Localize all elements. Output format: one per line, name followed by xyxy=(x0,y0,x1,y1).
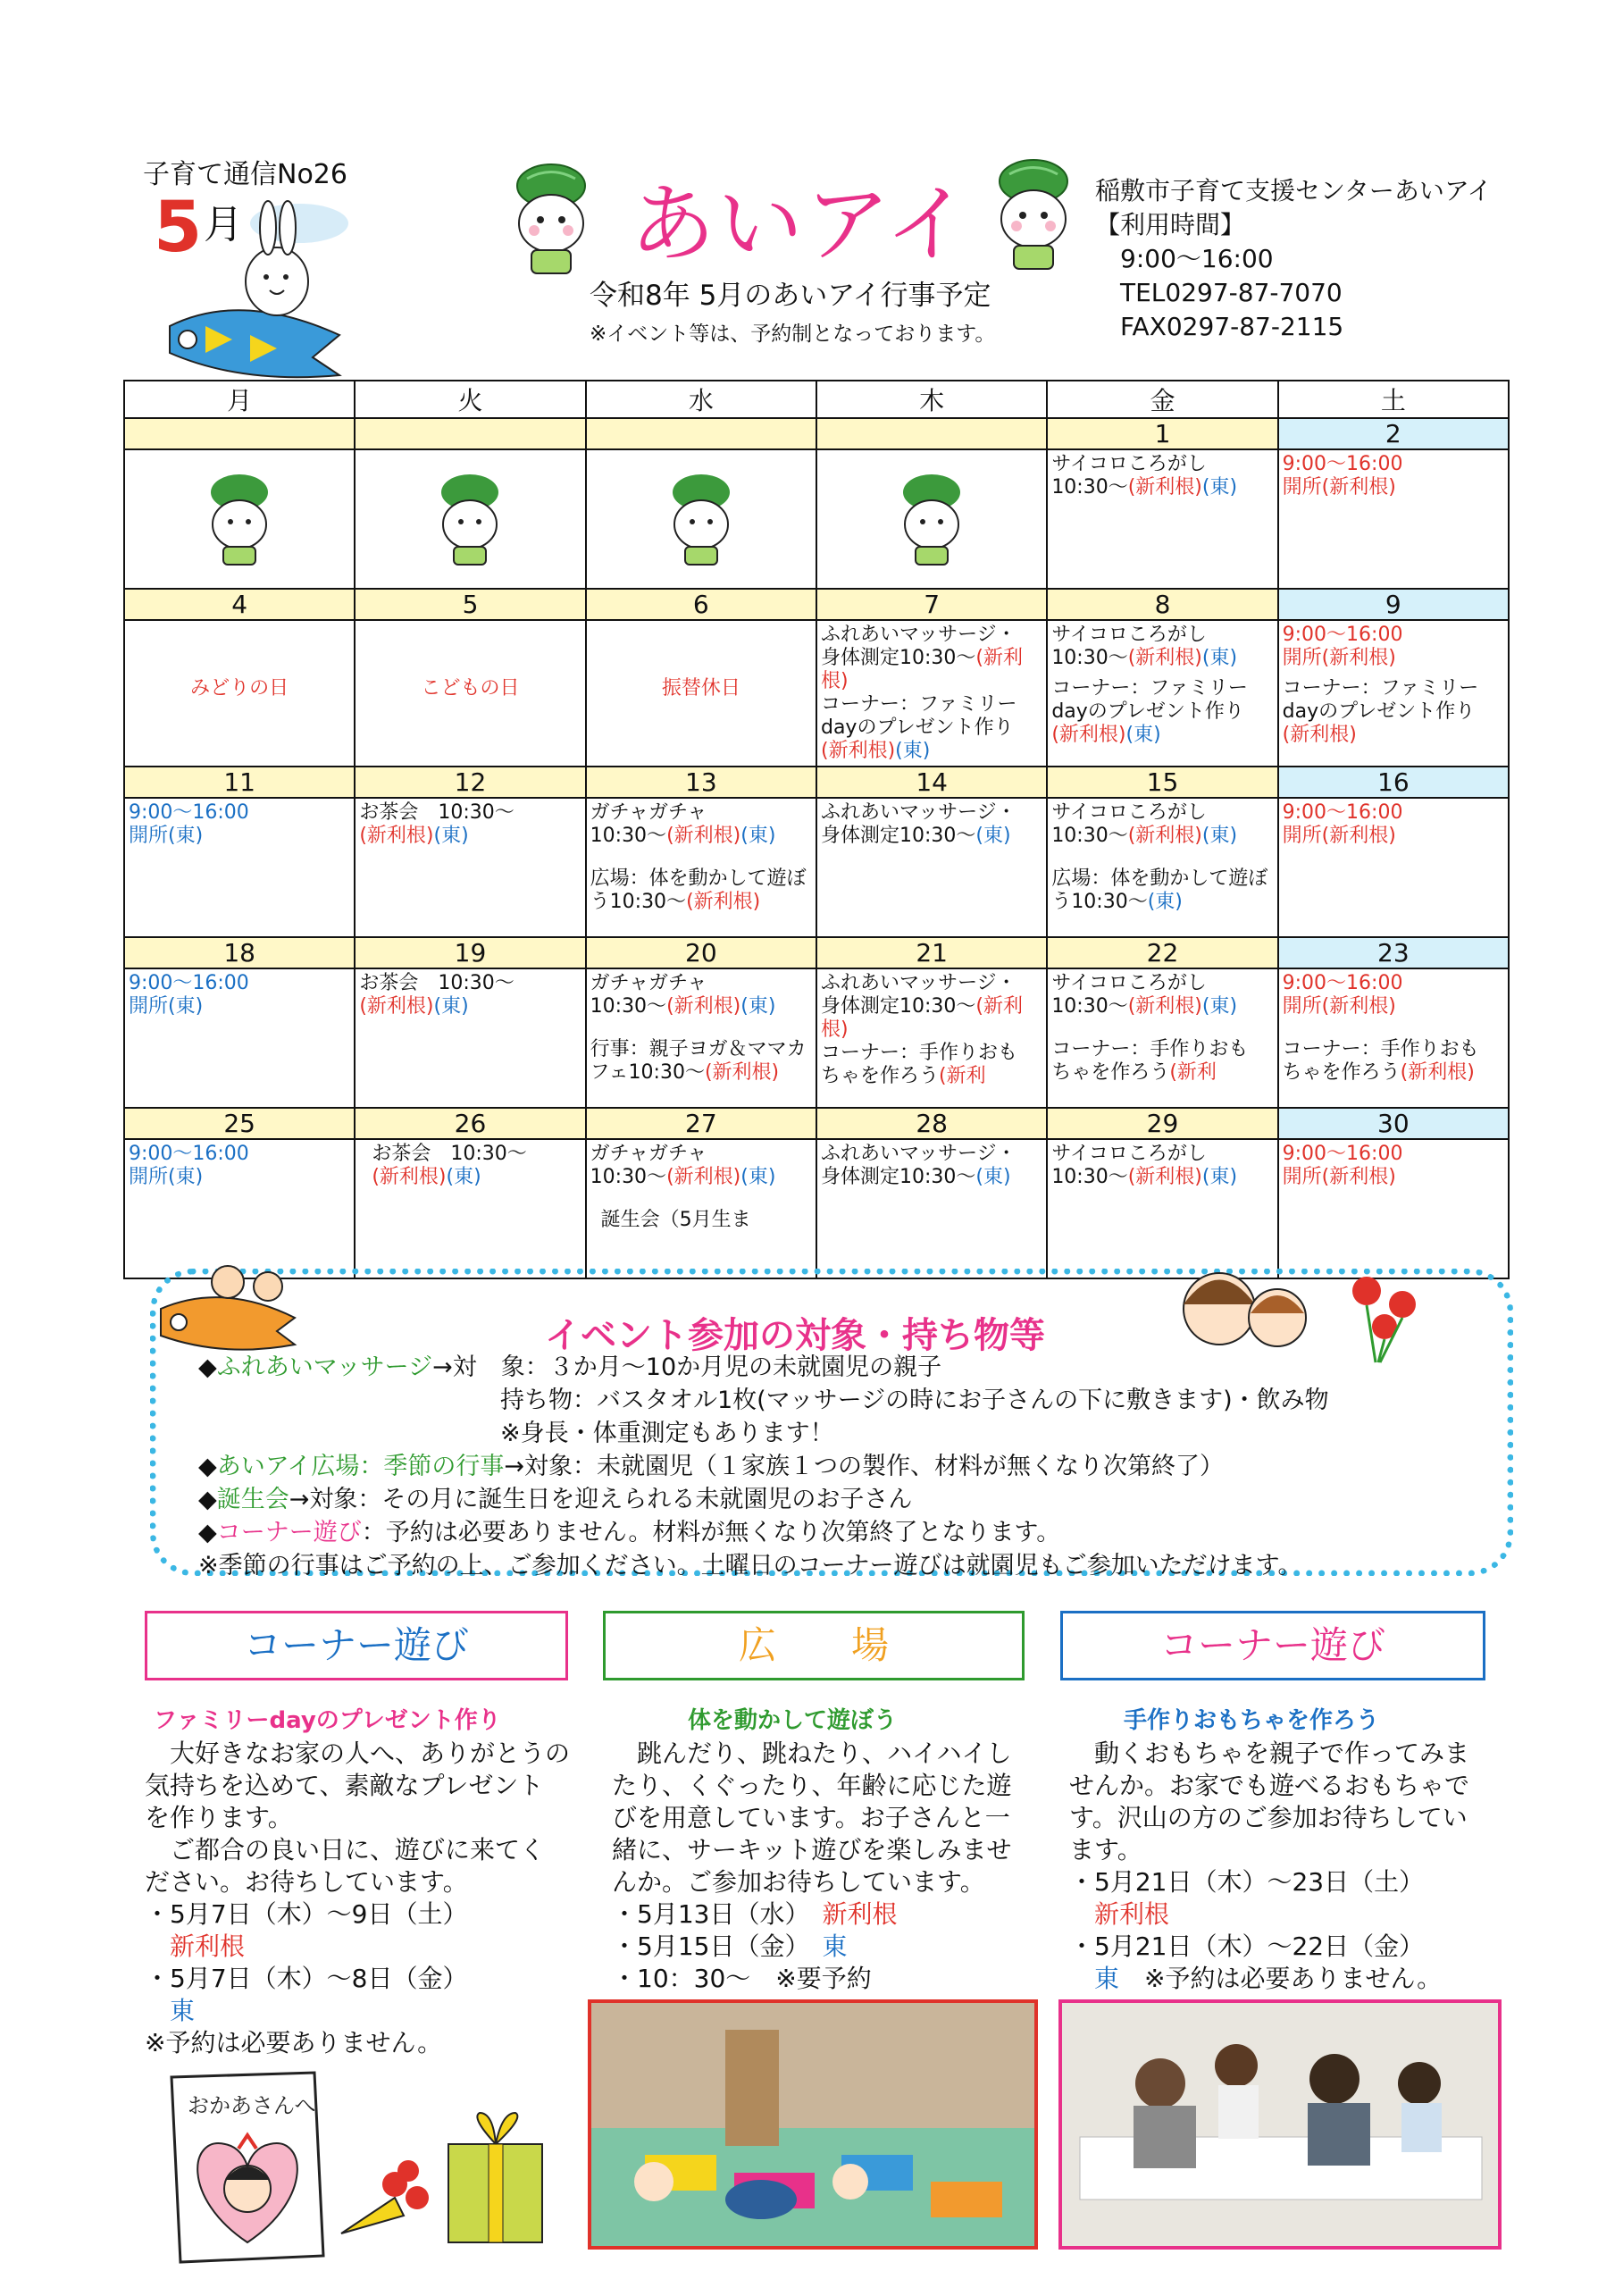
mother-child-carnation-illustration xyxy=(1166,1255,1443,1371)
date-cell: 30 xyxy=(1278,1108,1509,1139)
event-cell: ふれあいマッサージ・ 身体測定10:30～(新利根) コーナー：手作りおも ちゃを作ろう(新利 xyxy=(816,968,1047,1108)
weekday-sat: 土 xyxy=(1278,381,1509,418)
card-text: おかあさんへ xyxy=(188,2093,316,2118)
section3-heading: コーナー遊び xyxy=(1060,1611,1485,1680)
hiroba-photo xyxy=(588,1999,1038,2250)
week5-dates xyxy=(124,1108,1509,1139)
date-cell: 19 xyxy=(355,937,585,968)
date-cell: 26 xyxy=(355,1108,585,1139)
calendar-table xyxy=(123,380,1510,1279)
holiday-label: 振替休日 xyxy=(661,677,740,700)
week1-events xyxy=(124,449,1509,589)
mothers-day-card-illustration xyxy=(163,2064,556,2269)
date-cell: 21 xyxy=(816,937,1047,968)
tel: TEL0297-87-7070 xyxy=(1120,278,1343,307)
event-cell: サイコロころがし 10:30～(新利根)(東) 広場：体を動かして遊ぼ う10:30～(東) xyxy=(1047,798,1277,937)
event-line-hiroba: ◆あいアイ広場：季節の行事→対象：未就園児（１家族１つの製作、材料が無くなり次第終了） xyxy=(198,1453,1224,1480)
date-cell: 9 xyxy=(1278,589,1509,620)
event-cell: お茶会 10:30～ (新利根)(東) xyxy=(355,798,585,937)
date-cell: 8 xyxy=(1047,589,1277,620)
fax: FAX0297-87-2115 xyxy=(1120,312,1344,341)
center-name: 稲敷市子育て支援センターあいアイ xyxy=(1095,176,1493,205)
carnation-bouquet xyxy=(341,2160,429,2233)
date-cell: 25 xyxy=(124,1108,355,1139)
event-cell: サイコロころがし 10:30～(新利根)(東) コーナー：手作りおも ちゃを作ろう(新利 xyxy=(1047,968,1277,1108)
date-cell xyxy=(816,418,1047,449)
event-cell: ガチャガチャ 10:30～(新利根)(東) 誕生会（5月生ま xyxy=(586,1139,816,1278)
event-cell xyxy=(124,620,355,767)
date-cell xyxy=(124,418,355,449)
event-cell: ふれあいマッサージ・ 身体測定10:30～(東) xyxy=(816,1139,1047,1278)
holiday-label: みどりの日 xyxy=(190,677,289,700)
gift-box xyxy=(448,2113,542,2242)
event-cell: ガチャガチャ 10:30～(新利根)(東) 広場：体を動かして遊ぼ う10:30～(新利根) xyxy=(586,798,816,937)
weekday-mon: 月 xyxy=(124,381,355,418)
corner-photo xyxy=(1058,1999,1502,2250)
weekday-fri: 金 xyxy=(1047,381,1277,418)
mascot-icon xyxy=(887,471,976,569)
date-cell: 15 xyxy=(1047,767,1277,798)
event-cell: 9:00～16:00 開所(新利根) xyxy=(1278,1139,1509,1278)
rabbit-koinobori-illustration xyxy=(152,192,348,384)
event-cell xyxy=(586,620,816,767)
mascot-cell xyxy=(124,449,355,589)
date-cell: 13 xyxy=(586,767,816,798)
date-cell: 28 xyxy=(816,1108,1047,1139)
date-cell: 22 xyxy=(1047,937,1277,968)
mascot-right xyxy=(983,156,1085,272)
date-cell: 7 xyxy=(816,589,1047,620)
event-cell: ふれあいマッサージ・ 身体測定10:30～(新利根) コーナー：ファミリー dayのプレゼント作り (新利根)(東) xyxy=(816,620,1047,767)
event-cell: サイコロころがし 10:30～(新利根)(東) xyxy=(1047,1139,1277,1278)
date-cell: 20 xyxy=(586,937,816,968)
week3-dates xyxy=(124,767,1509,798)
subtitle: 令和8年 5月のあいアイ行事予定 xyxy=(590,280,991,312)
event-cell: 9:00～16:00 開所(東) xyxy=(124,1139,355,1278)
event-cell: ふれあいマッサージ・ 身体測定10:30～(東) xyxy=(816,798,1047,937)
event-cell: 9:00～16:00 開所(新利根) コーナー：ファミリー dayのプレゼント作り (新利根) xyxy=(1278,620,1509,767)
section2-heading: 広 場 xyxy=(603,1611,1025,1680)
section1-body: 大好きなお家の人へ、ありがとうの 気持ちを込めて、素敵なプレゼント を作ります。 ご都合の良い日に、遊びに来てく ださい。お待ちしています。 ・5月7日（木）～9日（土） 新利根 ・5月7日（木）～8日（金） 東 ※予約は必要ありません。 xyxy=(145,1739,571,2057)
weekday-row xyxy=(124,381,1509,418)
mascot-icon xyxy=(425,471,515,569)
event-cell xyxy=(355,620,585,767)
month-number: 5 xyxy=(154,188,203,268)
section3-subtitle: 手作りおもちゃを作ろう xyxy=(1124,1707,1380,1734)
weekday-thu: 木 xyxy=(816,381,1047,418)
mascot-left xyxy=(500,161,603,277)
week4-events xyxy=(124,968,1509,1108)
date-cell: 2 xyxy=(1278,418,1509,449)
section2-subtitle: 体を動かして遊ぼう xyxy=(688,1707,898,1734)
page-title: あいアイ xyxy=(630,174,973,274)
date-cell: 11 xyxy=(124,767,355,798)
event-line-massage: ◆ふれあいマッサージ→対 象：３か月～10か月児の未就園児の親子 xyxy=(198,1353,942,1381)
event-cell: サイコロころがし 10:30～(新利根)(東) xyxy=(1047,449,1277,589)
date-cell: 29 xyxy=(1047,1108,1277,1139)
event-line-corner: ◆コーナー遊び：予約は必要ありません。材料が無くなり次第終了となります。 xyxy=(198,1519,1061,1546)
event-cell: 9:00～16:00 開所(新利根) コーナー：手作りおも ちゃを作ろう(新利根) xyxy=(1278,968,1509,1108)
week2-dates xyxy=(124,589,1509,620)
children-koinobori-illustration xyxy=(152,1246,304,1362)
date-cell: 6 xyxy=(586,589,816,620)
week4-dates xyxy=(124,937,1509,968)
event-line-items: 持ち物：バスタオル1枚(マッサージの時にお子さんの下に敷きます)・飲み物 xyxy=(500,1387,1329,1414)
mascot-cell xyxy=(355,449,585,589)
holiday-label: こどもの日 xyxy=(421,677,520,700)
section3-body: 動くおもちゃを親子で作ってみま せんか。お家でも遊べるおもちゃで す。沢山の方のご参加お待ちしてい ます。 ・5月21日（木）～23日（土） 新利根 ・5月21日（木）～22日（金） 東 ※予約は必要ありません。 xyxy=(1069,1739,1470,1993)
weekday-tue: 火 xyxy=(355,381,585,418)
section1-heading: コーナー遊び xyxy=(145,1611,568,1680)
date-cell: 18 xyxy=(124,937,355,968)
playroom-photo-image xyxy=(591,2003,1034,2246)
date-cell: 4 xyxy=(124,589,355,620)
reservation-note: ※イベント等は、予約制となっております。 xyxy=(590,323,996,346)
event-line-measure: ※身長・体重測定もあります！ xyxy=(500,1420,834,1447)
date-cell: 1 xyxy=(1047,418,1277,449)
weekday-wed: 水 xyxy=(586,381,816,418)
week3-events xyxy=(124,798,1509,937)
hours: 9:00～16:00 xyxy=(1120,244,1274,273)
mascot-icon xyxy=(657,471,746,569)
craft-photo-image xyxy=(1062,2003,1498,2246)
event-cell: お茶会 10:30～ (新利根)(東) xyxy=(355,1139,585,1278)
center-info xyxy=(1095,174,1492,344)
mascot-cell xyxy=(816,449,1047,589)
event-line-birthday: ◆誕生会→対象：その月に誕生日を迎えられる未就園児のお子さん xyxy=(198,1486,913,1513)
event-line-note: ※季節の行事はご予約の上、ご参加ください。土曜日のコーナー遊びは就園児もご参加いただけます。 xyxy=(198,1552,1302,1580)
date-cell: 5 xyxy=(355,589,585,620)
week1-dates xyxy=(124,418,1509,449)
event-cell: お茶会 10:30～ (新利根)(東) xyxy=(355,968,585,1108)
date-cell xyxy=(586,418,816,449)
event-cell: サイコロころがし 10:30～(新利根)(東) コーナー：ファミリー dayのプレゼント作り (新利根)(東) xyxy=(1047,620,1277,767)
date-cell: 27 xyxy=(586,1108,816,1139)
section1-subtitle: ファミリーdayのプレゼント作り xyxy=(154,1707,501,1734)
date-cell: 16 xyxy=(1278,767,1509,798)
month-kanji: 月 xyxy=(204,202,243,247)
event-cell: 9:00～16:00 開所(東) xyxy=(124,968,355,1108)
week2-events xyxy=(124,620,1509,767)
issue-number: 子育て通信No26 xyxy=(143,159,347,190)
date-cell: 23 xyxy=(1278,937,1509,968)
event-cell: ガチャガチャ 10:30～(新利根)(東) 行事：親子ヨガ＆ママカ フェ10:30～(新利根) xyxy=(586,968,816,1108)
hours-label: 【利用時間】 xyxy=(1095,210,1246,239)
section2-body: 跳んだり、跳ねたり、ハイハイし たり、くぐったり、年齢に応じた遊 びを用意しています。お子さんと一 緒に、サーキット遊びを楽しみませ んか。ご参加お待ちしています。 ・5月13日（水） 新利根 ・5月15日（金） 東 ・10：30～ ※要予約 xyxy=(612,1739,1012,1993)
event-cell: 9:00～16:00 開所(新利根) xyxy=(1278,798,1509,937)
mascot-icon xyxy=(195,471,284,569)
events-title: イベント参加の対象・持ち物等 xyxy=(545,1315,1045,1356)
date-cell: 14 xyxy=(816,767,1047,798)
date-cell: 12 xyxy=(355,767,585,798)
event-cell: 9:00～16:00 開所(東) xyxy=(124,798,355,937)
event-cell: 9:00～16:00 開所(新利根) xyxy=(1278,449,1509,589)
mascot-cell xyxy=(586,449,816,589)
date-cell xyxy=(355,418,585,449)
